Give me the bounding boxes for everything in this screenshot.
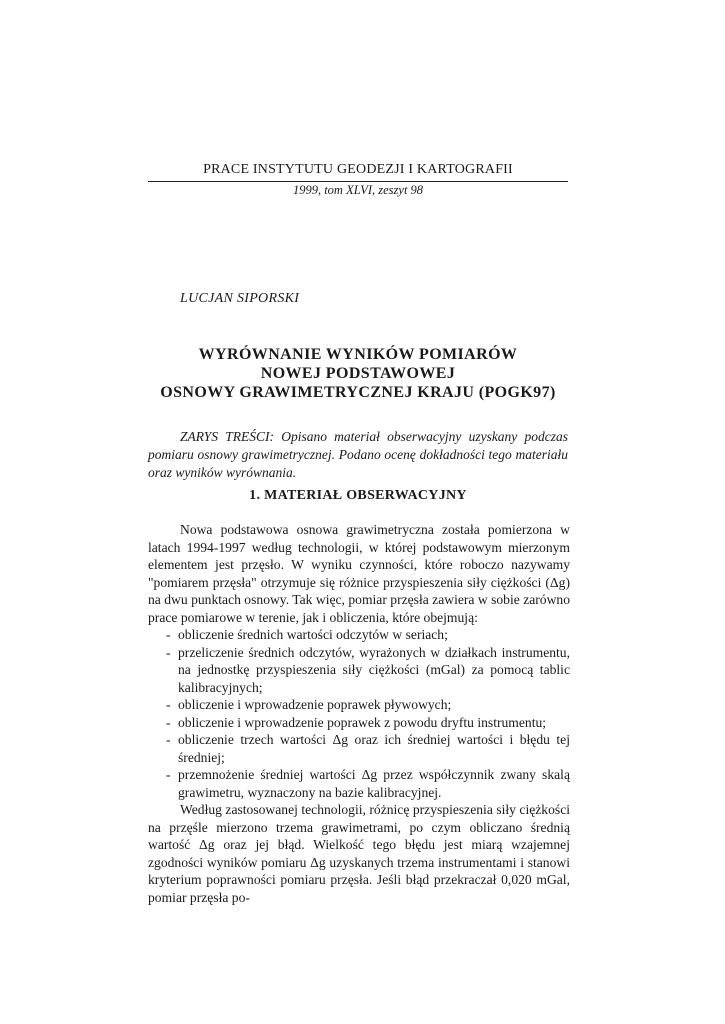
steps-list <box>148 626 570 801</box>
title-line-1: WYRÓWNANIE WYNIKÓW POMIARÓW <box>198 346 518 363</box>
paragraph-1: Nowa podstawowa osnowa grawimetryczna została pomierzona w latach 1994-1997 według technologii, w której podstawowym mierzonym elementem jest przęsło. W wyniku czynności, które roboczo nazywamy "pomiarem przęsła" otrzymuje się różnice przyspieszenia siły ciężkości (Δg) na dwu punktach osnowy. Tak więc, pomiar przęsła zawiera w sobie zarówno prace pomiarowe w terenie, jak i obliczenia, które obejmują: <box>148 522 570 625</box>
paper-title <box>148 345 568 402</box>
abstract-text: Opisano materiał obserwacyjny uzyskany podczas pomiaru osnowy grawimetrycznej. Podano ocenę dokładności tego materiału oraz wyników wyrównania. <box>148 429 569 480</box>
list-item: - przemnożenie średniej wartości Δg przez współczynnik zwany skalą grawimetru, wyznaczony na bazie kalibracyjnej. <box>166 767 570 800</box>
author-name: LUCJAN SIPORSKI <box>180 291 300 306</box>
abstract-label: ZARYS TREŚCI: <box>180 429 274 444</box>
list-item: - obliczenie trzech wartości Δg oraz ich średniej wartości i błędu tej średniej; <box>166 732 570 765</box>
title-line-3: OSNOWY GRAWIMETRYCZNEJ KRAJU (POGK97) <box>160 384 556 401</box>
header-rule <box>148 181 568 182</box>
abstract <box>148 428 568 482</box>
list-item: - obliczenie średnich wartości odczytów w seriach; <box>166 627 448 642</box>
list-item: - obliczenie i wprowadzenie poprawek pływowych; <box>166 697 452 712</box>
paragraph-2: Według zastosowanej technologii, różnicę przyspieszenia siły ciężkości na przęśle mierzono trzema grawimetrami, po czym obliczano średnią wartość Δg oraz jej błąd. Wielkość tego błędu jest miarą wzajemnej zgodności wyników pomiaru Δg uzyskanych trzema instrumentami i stanowi kryterium poprawności pomiaru przęsła. Jeśli błąd przekraczał 0,020 mGal, pomiar przęsła po- <box>148 802 570 905</box>
list-item: - przeliczenie średnich odczytów, wyrażonych w działkach instrumentu, na jednostkę przyspieszenia siły ciężkości (mGal) za pomocą tablic kalibracyjnych; <box>166 644 570 695</box>
section-heading: 1. MATERIAŁ OBSERWACYJNY <box>249 488 467 503</box>
section-body <box>148 521 570 906</box>
title-line-2: NOWEJ PODSTAWOWEJ <box>260 365 456 382</box>
journal-title: PRACE INSTYTUTU GEODEZJI I KARTOGRAFII <box>203 162 513 177</box>
list-item: - obliczenie i wprowadzenie poprawek z powodu dryftu instrumentu; <box>166 714 547 730</box>
journal-issue: 1999, tom XLVI, zeszyt 98 <box>292 183 424 197</box>
